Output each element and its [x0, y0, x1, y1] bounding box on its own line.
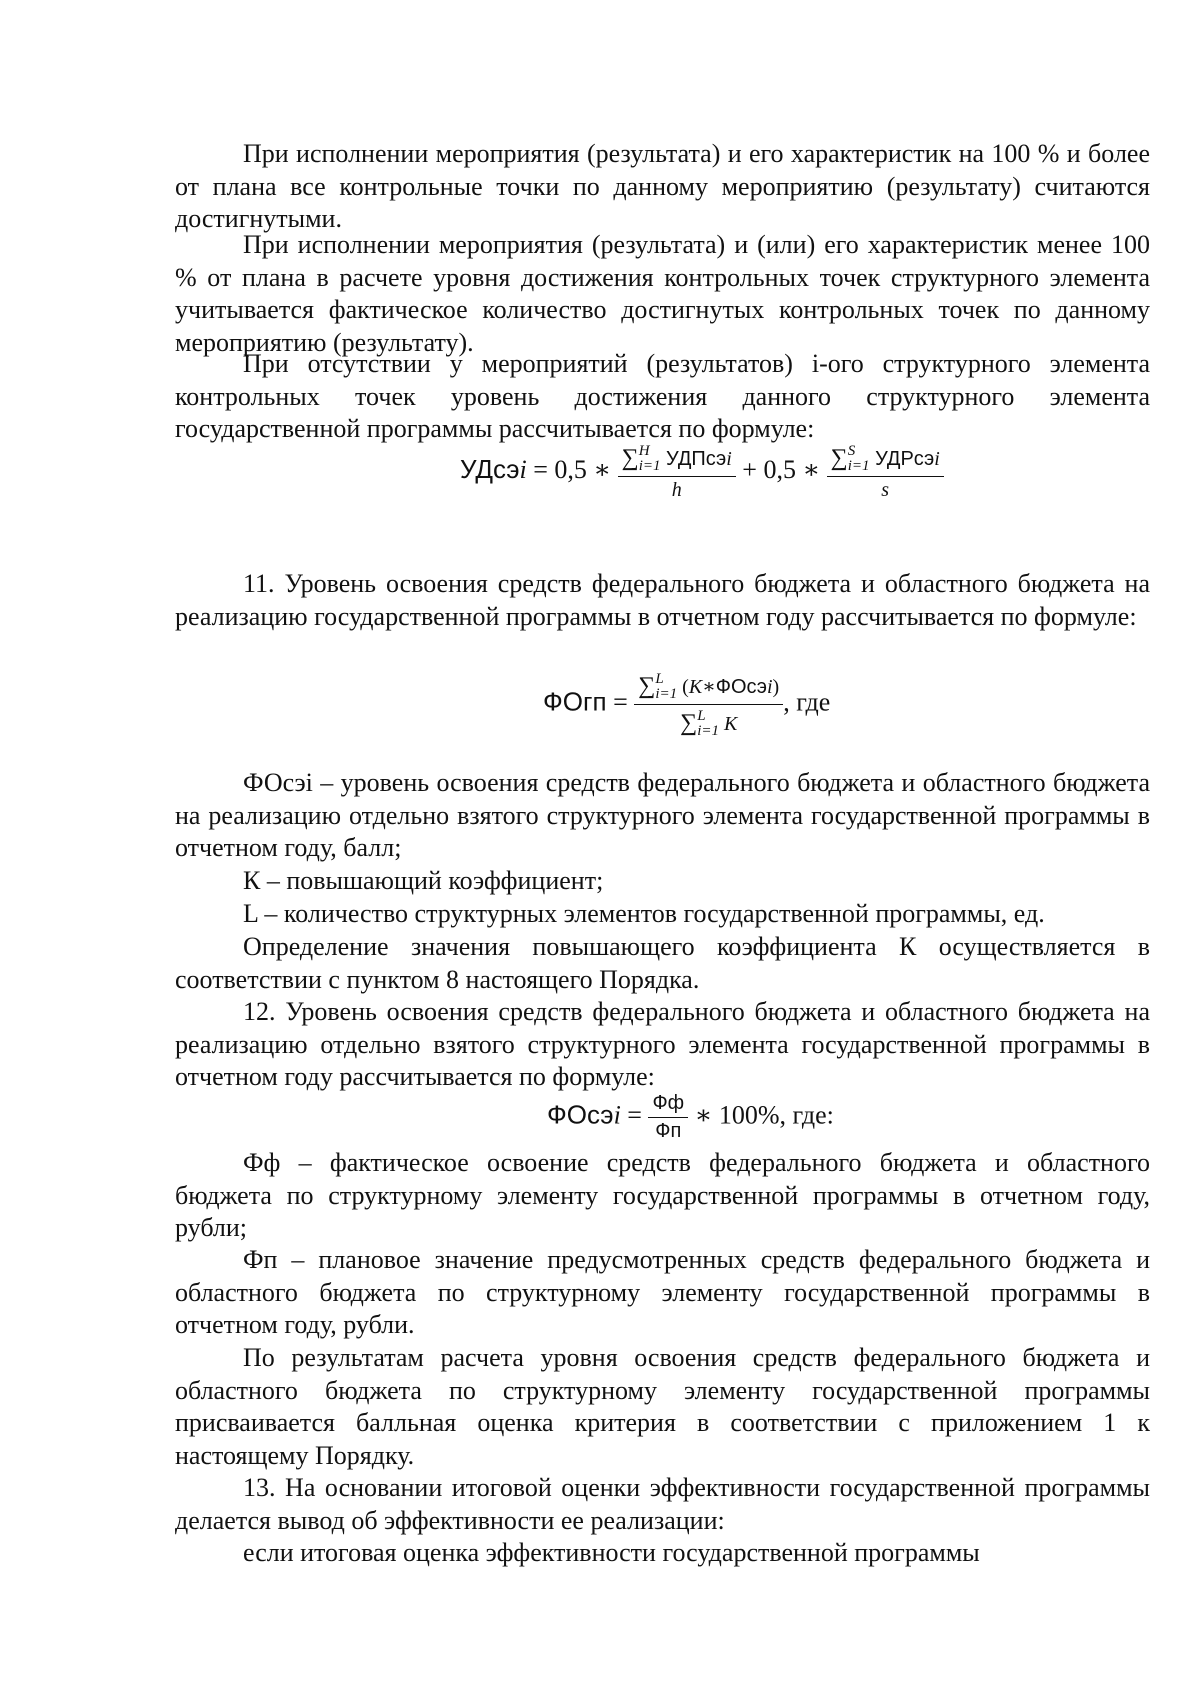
- paragraph-final-assessment: если итоговая оценка эффективности государственной программы: [243, 1538, 980, 1567]
- formula-fose: ФОсэi = $\frac{Фф}{Фп}$ ∗ 100%, где:: [547, 1092, 834, 1142]
- paragraph-fp-definition: Фп – плановое значение предусмотренных средств федерального бюджета и областного бюджета по структурному элементу государственной программы в отчетном году, рубли.: [175, 1245, 1150, 1339]
- paragraph-fose-definition: ФОсэi – уровень освоения средств федерального бюджета и областного бюджета на реализацию отдельно взятого структурного элемента государственной программы в отчетном году, балл;: [175, 768, 1150, 862]
- paragraph-k-definition: К – повышающий коэффициент;: [243, 866, 604, 895]
- formula-udse: УДсэi = 0,5 ∗ ∑ H i=1 УДПсэi h + 0,5 ∗ ∑ S i=1 УДРсэi s: [460, 442, 944, 502]
- paragraph-section-12: 12. Уровень освоения средств федерального бюджета и областного бюджета на реализацию отдельно взятого структурного элемента государственной программы в отчетном году рассчитывается по формуле:: [175, 997, 1150, 1091]
- paragraph-score-assignment: По результатам расчета уровня освоения средств федерального бюджета и областного бюджета по структурному элементу государственной программы присваивается балльная оценка критерия в соответствии с приложением 1 к настоящему Порядку.: [175, 1343, 1150, 1470]
- paragraph-k-determination: Определение значения повышающего коэффициента К осуществляется в соответствии с пунктом 8 настоящего Порядка.: [175, 932, 1150, 994]
- paragraph-control-points-achieved: При исполнении мероприятия (результата) и его характеристик на 100 % и более от плана все контрольные точки по данному мероприятию (результату) считаются достигнутыми.: [175, 139, 1150, 233]
- fraction-fogp: ∑ L i=1 (K∗ФОсэi) ∑ L i=1 K: [634, 670, 783, 739]
- paragraph-l-definition: L – количество структурных элементов государственной программы, ед.: [243, 899, 1045, 928]
- paragraph-no-control-points: При отсутствии у мероприятий (результатов) i-ого структурного элемента контрольных точек уровень достижения данного структурного элемента государственной программы рассчитывается по формуле:: [175, 349, 1150, 443]
- fraction-ff-fp: $\frac{Фф}{Фп}$: [648, 1092, 688, 1143]
- fraction-udp: ∑ H i=1 УДПсэi h: [618, 442, 736, 502]
- formula-fogp: ФОгп = ∑ L i=1 (K∗ФОсэi) ∑ L i=1 K , где: [543, 671, 831, 740]
- paragraph-control-points-partial: При исполнении мероприятия (результата) и (или) его характеристик менее 100 % от плана в расчете уровня достижения контрольных точек структурного элемента учитывается фактическое количество достигнутых контрольных точек по данному мероприятию (результату).: [175, 230, 1150, 357]
- paragraph-section-13: 13. На основании итоговой оценки эффективности государственной программы делается вывод об эффективности ее реализации:: [175, 1473, 1150, 1535]
- paragraph-section-11: 11. Уровень освоения средств федерального бюджета и областного бюджета на реализацию государственной программы в отчетном году рассчитывается по формуле:: [175, 569, 1150, 631]
- fraction-udr: ∑ S i=1 УДРсэi s: [827, 442, 944, 502]
- paragraph-ff-definition: Фф – фактическое освоение средств федерального бюджета и областного бюджета по структурному элементу государственной программы в отчетном году, рубли;: [175, 1148, 1150, 1242]
